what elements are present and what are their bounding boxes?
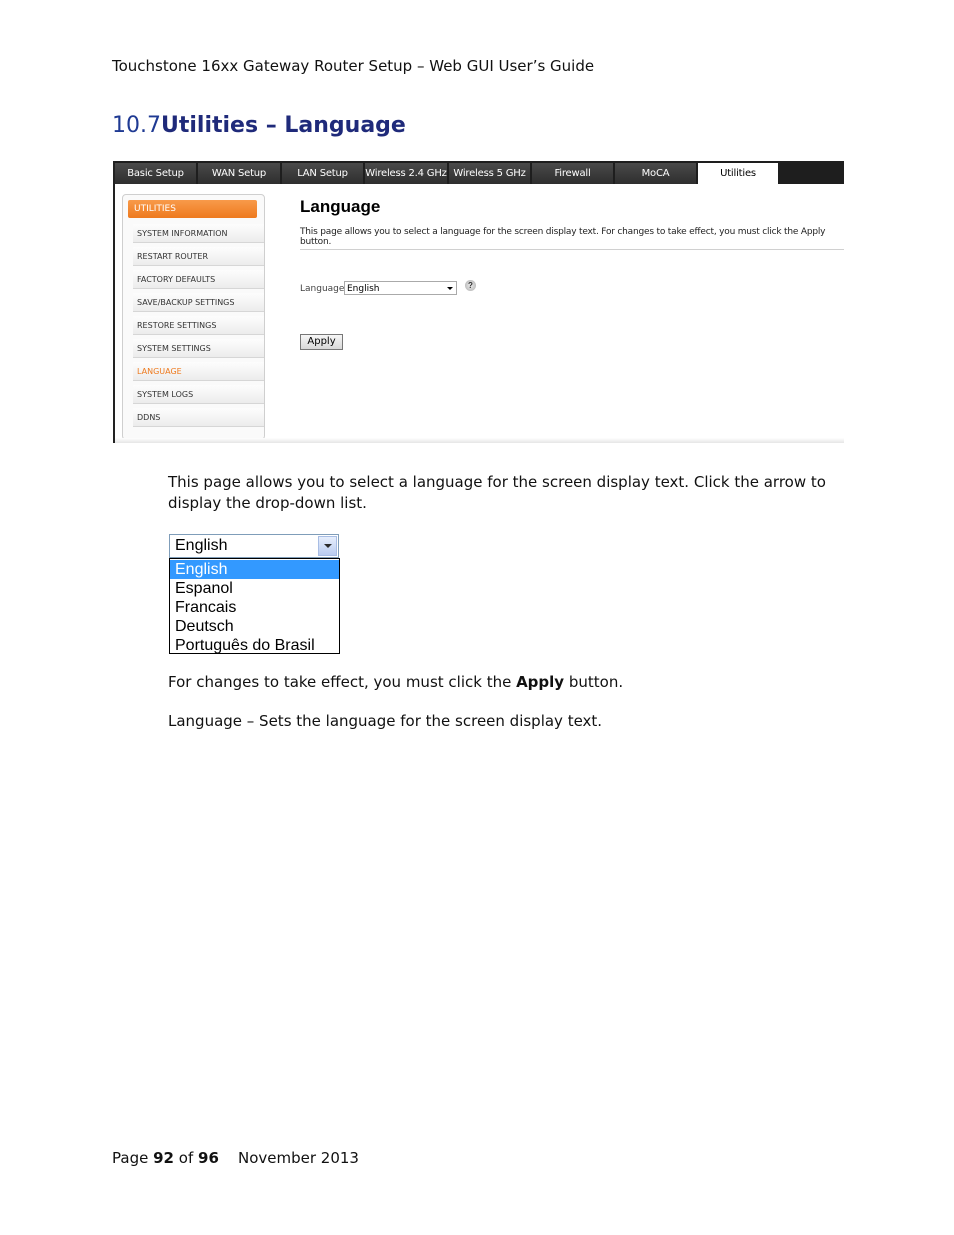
sidebar-item-language[interactable]: LANGUAGE (133, 362, 264, 381)
apply-para-bold: Apply (516, 673, 565, 691)
sidebar-title: UTILITIES (128, 200, 257, 218)
sidebar-item-system-logs[interactable]: SYSTEM LOGS (133, 385, 264, 404)
tab-basic-setup[interactable]: Basic Setup (115, 163, 196, 184)
dropdown-arrow-icon[interactable] (318, 536, 337, 556)
gui-page-title: Language (300, 197, 381, 216)
dropdown-option[interactable]: English (170, 560, 339, 579)
router-gui-screenshot (113, 161, 844, 443)
dropdown-option[interactable]: Deutsch (175, 618, 234, 635)
sidebar (122, 194, 265, 440)
gui-page-description: This page allows you to select a language for the screen display text. For changes to take effect, you must click the Apply button. (300, 227, 826, 247)
dropdown-closed[interactable] (169, 534, 339, 558)
tab-lan-setup[interactable]: LAN Setup (282, 163, 363, 184)
sidebar-item-restore-settings[interactable]: RESTORE SETTINGS (133, 316, 264, 335)
apply-button[interactable]: Apply (300, 334, 343, 350)
apply-paragraph (168, 672, 848, 693)
help-icon[interactable]: ? (465, 280, 476, 291)
language-select[interactable] (344, 281, 457, 295)
apply-para-suffix: button. (564, 673, 624, 691)
footer-page-word: Page (112, 1149, 149, 1167)
gui-bottom-edge (115, 438, 844, 443)
tab-wireless-5-ghz[interactable]: Wireless 5 GHz (449, 163, 530, 184)
dropdown-option[interactable]: Espanol (175, 580, 233, 597)
section-title: Utilities – Language (160, 113, 406, 138)
section-heading (112, 113, 406, 138)
sidebar-item-restart-router[interactable]: RESTART ROUTER (133, 247, 264, 266)
footer-page-total: 96 (198, 1149, 219, 1167)
tab-firewall[interactable]: Firewall (532, 163, 613, 184)
sidebar-item-factory-defaults[interactable]: FACTORY DEFAULTS (133, 270, 264, 289)
sidebar-item-system-settings[interactable]: SYSTEM SETTINGS (133, 339, 264, 358)
sidebar-item-ddns[interactable]: DDNS (133, 408, 264, 427)
footer-of-word: of (178, 1149, 194, 1167)
dropdown-option[interactable]: Francais (175, 599, 237, 616)
tab-utilities[interactable]: Utilities (698, 163, 778, 184)
footer-date: November 2013 (237, 1149, 359, 1167)
tab-wireless-2-4-ghz[interactable]: Wireless 2.4 GHz (365, 163, 447, 184)
section-number: 10.7 (112, 113, 161, 138)
document-header: Touchstone 16xx Gateway Router Setup – Web GUI User’s Guide (112, 57, 595, 75)
tab-moca[interactable]: MoCA (615, 163, 696, 184)
language-label: Language (300, 284, 345, 294)
page-footer (112, 1149, 359, 1167)
main-tab-bar (115, 161, 844, 184)
sidebar-item-system-information[interactable]: SYSTEM INFORMATION (133, 224, 264, 243)
footer-page-number: 92 (153, 1149, 174, 1167)
chevron-down-icon (447, 287, 453, 290)
dropdown-list (169, 558, 340, 654)
dropdown-selected-value: English (175, 537, 228, 554)
apply-para-prefix: For changes to take effect, you must click the (168, 673, 517, 691)
dropdown-option[interactable]: Português do Brasil (175, 637, 315, 654)
tab-wan-setup[interactable]: WAN Setup (198, 163, 280, 184)
language-select-value: English (347, 284, 380, 294)
divider (300, 249, 844, 250)
intro-paragraph: This page allows you to select a language for the screen display text. Click the arrow to display the drop-down list. (168, 473, 826, 512)
language-description: Language – Sets the language for the screen display text. (168, 712, 603, 730)
sidebar-item-save-backup-settings[interactable]: SAVE/BACKUP SETTINGS (133, 293, 264, 312)
